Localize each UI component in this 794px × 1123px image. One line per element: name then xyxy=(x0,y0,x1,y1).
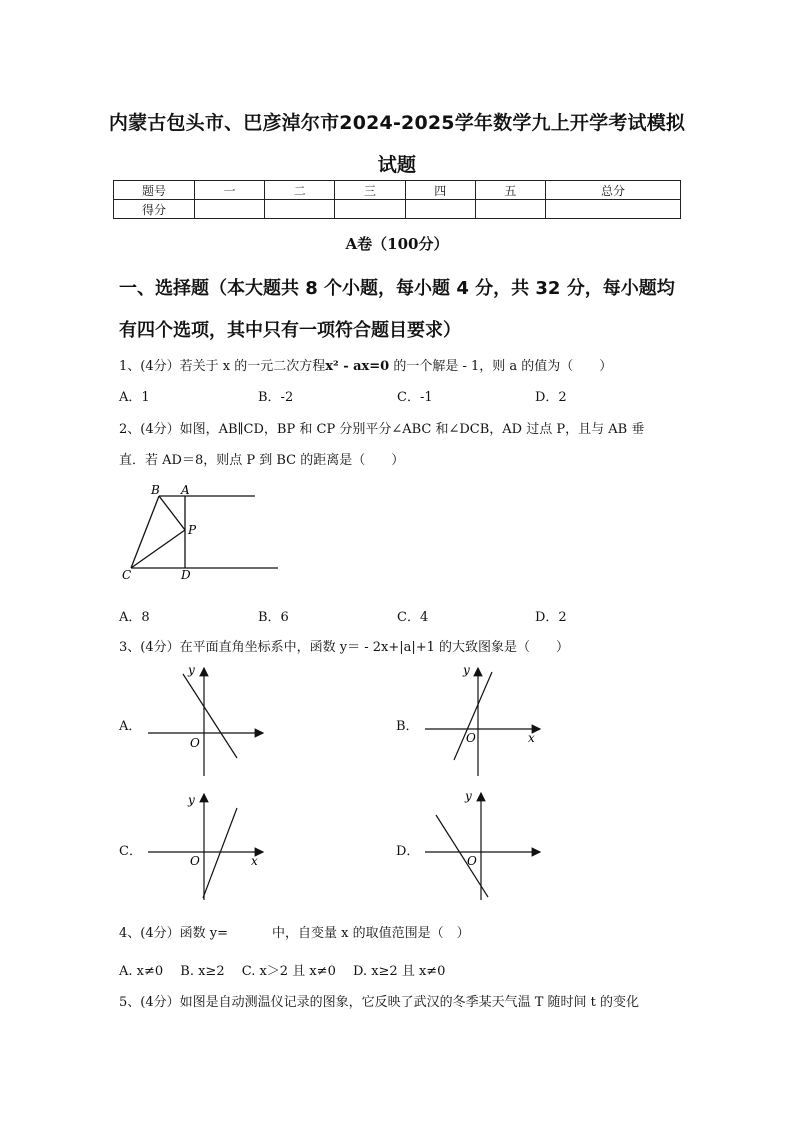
q4-options: A. x≠0 B. x≥2 C. x＞2 且 x≠0 D. x≥2 且 x≠0 xyxy=(119,964,446,979)
score-input-cell xyxy=(405,200,475,219)
question-5: 5、(4分）如图是自动测温仪记录的图象，它反映了武汉的冬季某天气温 T 随时间 t 的变化 xyxy=(119,995,640,1010)
score-cell: 四 xyxy=(405,181,475,200)
score-input-cell xyxy=(546,200,681,219)
origin-label: O xyxy=(190,736,200,750)
score-cell: 一 xyxy=(195,181,265,200)
q1-option-d: D．2 xyxy=(535,390,567,405)
origin-label: O xyxy=(467,854,477,868)
function-line xyxy=(203,808,237,898)
y-axis-label: y xyxy=(465,789,472,803)
exam-title-line2: 试题 xyxy=(377,154,417,176)
point-d-label: D xyxy=(181,568,191,582)
q4-suffix: 中，自变量 x 的取值范围是（ ） xyxy=(271,926,470,941)
origin-label: O xyxy=(466,731,476,745)
score-input-cell xyxy=(475,200,545,219)
score-table xyxy=(113,180,681,219)
score-cell: 二 xyxy=(265,181,335,200)
score-cell: 三 xyxy=(335,181,405,200)
point-b-label: B xyxy=(151,483,160,497)
q2-geometry-figure xyxy=(115,480,285,585)
score-input-cell xyxy=(265,200,335,219)
q3-option-a-label: A． xyxy=(119,719,142,734)
q2-option-d: D．2 xyxy=(535,610,567,625)
q1-suffix: 的一个解是 - 1，则 a 的值为（ ） xyxy=(389,359,613,374)
q4-prefix: 4、(4分）函数 y= xyxy=(119,926,228,941)
score-cell: 得分 xyxy=(114,200,195,219)
exam-title-line1: 内蒙古包头市、巴彦淖尔市2024-2025学年数学九上开学考试模拟 xyxy=(108,112,686,134)
function-line xyxy=(436,815,488,897)
q3-graph-d xyxy=(422,785,547,903)
score-table-score-row xyxy=(114,200,681,219)
q3-graph-a xyxy=(145,660,270,780)
q3-graph-b xyxy=(422,660,547,780)
question-2-line2: 直．若 AD＝8，则点 P 到 BC 的距离是（ ） xyxy=(119,453,405,468)
y-axis-label: y xyxy=(188,793,195,807)
question-3: 3、(4分）在平面直角坐标系中，函数 y＝ - 2x+|a|+1 的大致图象是（ ） xyxy=(119,640,570,655)
section1-heading-line2: 有四个选项，其中只有一项符合题目要求） xyxy=(119,320,461,341)
line-bp xyxy=(159,496,185,530)
score-cell: 总分 xyxy=(546,181,681,200)
q1-equation: x² - ax=0 xyxy=(325,359,390,374)
q2-option-c: C．4 xyxy=(397,610,429,625)
q3-option-b-label: B． xyxy=(396,719,419,734)
q1-option-b: B．-2 xyxy=(258,390,294,405)
score-input-cell xyxy=(335,200,405,219)
q2-option-b: B．6 xyxy=(258,610,289,625)
question-4 xyxy=(119,922,470,941)
y-axis-label: y xyxy=(188,663,195,677)
line-cp xyxy=(131,530,185,568)
section1-heading-line1: 一、选择题（本大题共 8 个小题，每小题 4 分，共 32 分，每小题均 xyxy=(119,278,675,299)
x-axis-label: x xyxy=(251,854,258,868)
q1-option-c: C．-1 xyxy=(397,390,433,405)
x-axis-label: x xyxy=(528,731,535,745)
q3-option-d-label: D． xyxy=(396,844,420,859)
volume-a-heading: A卷（100分） xyxy=(345,235,449,253)
q1-option-a: A．1 xyxy=(119,390,150,405)
score-input-cell xyxy=(195,200,265,219)
score-table-header-row xyxy=(114,181,681,200)
origin-label: O xyxy=(190,854,200,868)
q3-option-c-label: C． xyxy=(119,844,142,859)
question-2-line1: 2、(4分）如图，AB∥CD，BP 和 CP 分别平分∠ABC 和∠DCB，AD 过点 P，且与 AB 垂 xyxy=(119,422,645,437)
q2-option-a: A．8 xyxy=(119,610,150,625)
score-cell: 题号 xyxy=(114,181,195,200)
function-line xyxy=(454,672,492,760)
question-1 xyxy=(119,355,612,374)
q3-graph-c xyxy=(145,788,270,903)
point-c-label: C xyxy=(122,568,132,582)
q1-prefix: 1、(4分）若关于 x 的一元二次方程 xyxy=(119,359,326,374)
point-a-label: A xyxy=(181,483,190,497)
line-bc xyxy=(131,496,159,568)
y-axis-label: y xyxy=(463,663,470,677)
score-cell: 五 xyxy=(475,181,545,200)
point-p-label: P xyxy=(188,523,197,537)
